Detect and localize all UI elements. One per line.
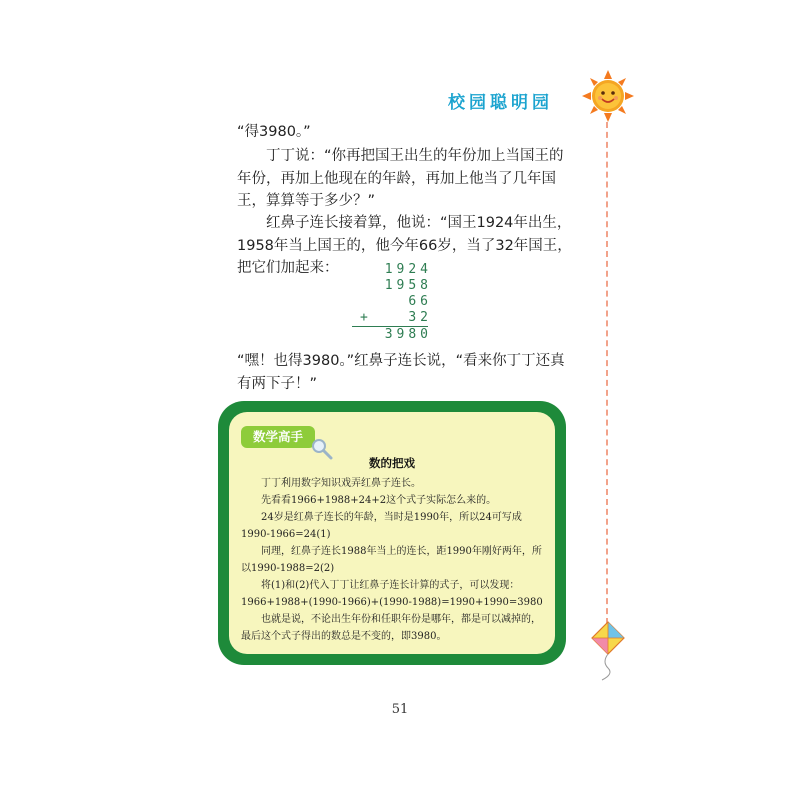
paragraph-1: “得3980。” — [237, 124, 311, 140]
box-paragraph-5: 将(1)和(2)代入丁丁让红鼻子连长计算的式子，可以发现：1966+1988+(1990-1966)+(1990-1988)=1990+1990=3980 — [241, 580, 543, 608]
addend-4-row — [352, 310, 432, 326]
paragraph-3: 红鼻子连长接着算，他说：“国王1924年出生，1958年当上国王的，他今年66岁，当了32年国王，把它们加起来： — [237, 215, 572, 276]
addend-2: 1958 — [384, 278, 432, 293]
addend-1: 1924 — [384, 262, 432, 277]
sum-result: 3980 — [384, 327, 432, 342]
box-paragraph-3: 24岁是红鼻子连长的年龄，当时是1990年，所以24可写成1990-1966=24(1) — [241, 512, 522, 540]
sun-icon — [582, 70, 634, 122]
header-title: 校园聪明园 — [448, 93, 553, 113]
math-expert-badge: 数学高手 — [241, 426, 315, 448]
kite-icon — [588, 620, 628, 682]
plus-sign: + — [360, 310, 372, 325]
paragraph-4: “嘿！也得3980。”红鼻子连长说，“看来你丁丁还真有两下子！” — [237, 353, 565, 392]
math-expert-box-inner — [229, 412, 555, 654]
math-expert-box — [218, 401, 566, 665]
addend-4: 32 — [408, 310, 432, 325]
addend-3: 66 — [408, 294, 432, 309]
dashed-guide-line — [606, 122, 608, 624]
paragraph-2: 丁丁说：“你再把国王出生的年份加上当国王的年份，再加上他现在的年龄，再加上他当了几年国王，算算等于多少？” — [237, 148, 564, 209]
box-title: 数的把戏 — [369, 456, 415, 470]
box-paragraph-4: 同理，红鼻子连长1988年当上的连长，距1990年刚好两年，所以1990-1988=2(2) — [241, 546, 542, 574]
box-paragraph-1: 丁丁利用数字知识戏弄红鼻子连长。 — [241, 478, 421, 489]
box-paragraph-2: 先看看1966+1988+24+2这个式子实际怎么来的。 — [241, 495, 497, 506]
box-paragraph-6: 也就是说，不论出生年份和任职年份是哪年，都是可以减掉的，最后这个式子得出的数总是不变的，即3980。 — [241, 614, 541, 642]
vertical-addition — [352, 262, 432, 343]
page-number: 51 — [391, 702, 409, 717]
